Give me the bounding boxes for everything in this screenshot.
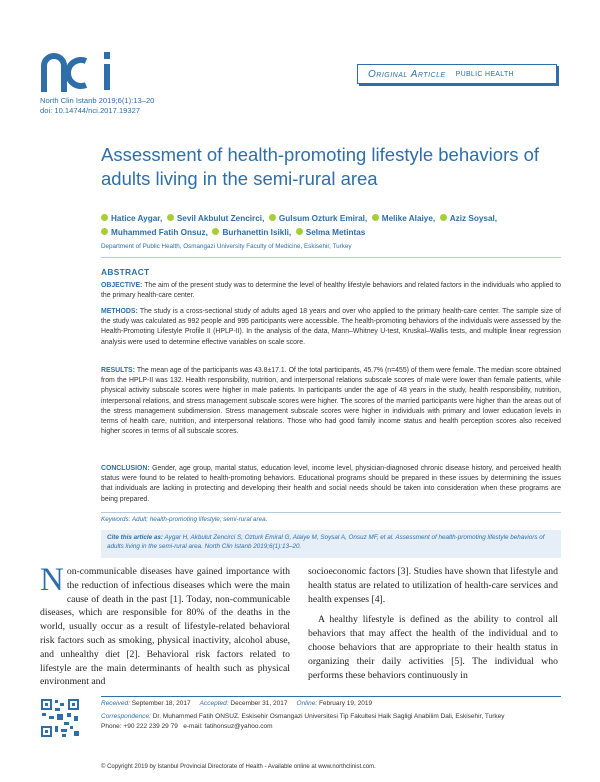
divider: [101, 257, 561, 258]
orcid-icon[interactable]: [440, 214, 447, 221]
citation-label: Cite this article as:: [107, 534, 163, 541]
author: Muhammed Fatih Onsuz,: [101, 228, 208, 237]
orcid-icon[interactable]: [296, 228, 303, 235]
author-line-1: [101, 212, 561, 226]
author-list: [101, 212, 561, 240]
body-paragraph: socioeconomic factors [3]. Studies have shown that lifestyle and health status are related to utilization of health-care services and health expenses [4].: [308, 566, 558, 605]
author: Sevil Akbulut Zencirci,: [167, 214, 265, 223]
author: Selma Metintas: [296, 228, 366, 237]
body-left-column: Non-communicable diseases have gained importance with the reduction of infectious diseases which were the main cause of death in the past [1]. Today, non-communicable diseases, which are responsible for 80% of the deaths in the world, usually occur as a result of lifestyle-related behavioral risk factors such as smoking, physical inactivity, alcohol abuse, and unhealthy diet [2]. Behavioral risk factors related to lifestyle are the main determinants of health such as physical environment and: [40, 562, 290, 688]
body-right-column: [308, 565, 558, 682]
citation-box: [101, 530, 561, 558]
author: Aziz Soysal,: [440, 214, 497, 223]
qr-code-icon: [40, 698, 80, 738]
correspondence: Correspondence: Dr. Muhammed Fatih ONSUZ. Eskisehir Osmangazi Universitesi Tip Fakultesi Halk Sagligi Anabilim Dali, Eskisehir, Turkey Phone: +90 222 239 29 79 e-mail: fatihonsuz@yahoo.com: [101, 713, 505, 730]
citation-text: Aygar H, Akbulut Zencirci S, Ozturk Emiral G, Alaiye M, Soysal A, Onsuz MF, et al. Assessment of health-promoting lifestyle behaviors of adults living in the semi-rural area. North Clin Istanb 2019;6(1):13–20.: [107, 534, 545, 550]
affiliation: Department of Public Health, Osmangazi University Faculty of Medicine, Eskisehir, Turkey: [101, 243, 352, 250]
journal-logo: [40, 52, 122, 92]
footer-divider: [101, 696, 561, 697]
orcid-icon[interactable]: [101, 228, 108, 235]
article-type: Original Article: [368, 68, 446, 80]
abstract-heading: ABSTRACT: [101, 267, 150, 277]
abstract-objective: OBJECTIVE: The aim of the present study was to determine the level of healthy lifestyle behaviors and related factors in the individuals who applied to the primary health-care center.: [101, 282, 561, 300]
email-link[interactable]: e-mail: fatihonsuz@yahoo.com: [183, 723, 273, 730]
author: Hatice Aygar,: [101, 214, 162, 223]
orcid-icon[interactable]: [212, 228, 219, 235]
article-section: PUBLIC HEALTH: [455, 70, 514, 78]
abstract-methods: METHODS: The study is a cross-sectional study of adults aged 18 years and over who applied to the primary health-care center. The sample size of the study was calculated as 992 people and 995 participants were accessible. The health-promoting behaviors of the individuals were assessed by the Health-Promoting Lifestyle Profile II (HPLP-II). In the analysis of the data, Mann–Whitney U-test, Kruskal–Wallis tests, and multiple linear regression analysis were used to determine effective variables on scale score.: [101, 308, 561, 346]
abstract-conclusion: CONCLUSION: Gender, age group, marital status, education level, income level, physician-diagnosed chronic disease history, and perceived health status were found to be related to health-promoting behaviors. Educational programs should be prepared in these issues by determining the issues that individuals are lacking in protecting and developing their health and social needs should be taken into consideration when these programs are being prepared.: [101, 465, 561, 503]
divider: [101, 512, 561, 513]
article-type-badge: [357, 64, 557, 84]
author: Gulsum Ozturk Emiral,: [269, 214, 367, 223]
author: Melike Alaiye,: [372, 214, 435, 223]
body-paragraph: A healthy lifestyle is defined as the ability to control all behaviors that may affect the health of the individual and to choose behaviors that are appropriate to their health status in organizing their daily activities [5]. The individual who performs these behaviors continuously in: [308, 614, 558, 681]
keywords: Keywords: Adult; health-promoting lifestyle; semi-rural area.: [101, 516, 268, 523]
article-dates: Received: September 18, 2017 Accepted: December 31, 2017 Online: February 19, 2019: [101, 700, 373, 707]
dropcap: N: [40, 562, 64, 598]
orcid-icon[interactable]: [269, 214, 276, 221]
author-line-2: [101, 226, 561, 240]
copyright: © Copyright 2019 by Istanbul Provincial Directorate of Health - Available online at www.northclinist.com.: [101, 764, 376, 770]
orcid-icon[interactable]: [167, 214, 174, 221]
author: Burhanettin Isikli,: [212, 228, 291, 237]
orcid-icon[interactable]: [101, 214, 108, 221]
orcid-icon[interactable]: [372, 214, 379, 221]
article-title: Assessment of health-promoting lifestyle behaviors of adults living in the semi-rural area: [101, 144, 540, 189]
journal-reference: North Clin Istanb 2019;6(1):13–20: [40, 96, 155, 105]
journal-info: [40, 96, 154, 116]
abstract-results: RESULTS: The mean age of the participants was 43.8±17.1. Of the total participants, 45.7% (n=455) of them were female. The median score obtained from the HPLP-II was 132. Health responsibility, nutrition, and interpersonal relations subscale scores of male were lower than female patients, while physical activity subscale scores were higher in male patients. In participants under the age of 48 years in the study, health responsibility, nutrition, interpersonal relations, and stress management subscale scores were higher. The scores of the married participants were higher than the areas out of the stress management subdimension. Stress management subscale scores were higher in individuals with primary and lower education levels in terms of health care, nutrition, and interpersonal relations. Those who had good family income status and health perception scores also received higher scores in terms of all subscale scores.: [101, 367, 561, 436]
doi-link[interactable]: doi: 10.14744/nci.2017.19327: [40, 106, 141, 115]
